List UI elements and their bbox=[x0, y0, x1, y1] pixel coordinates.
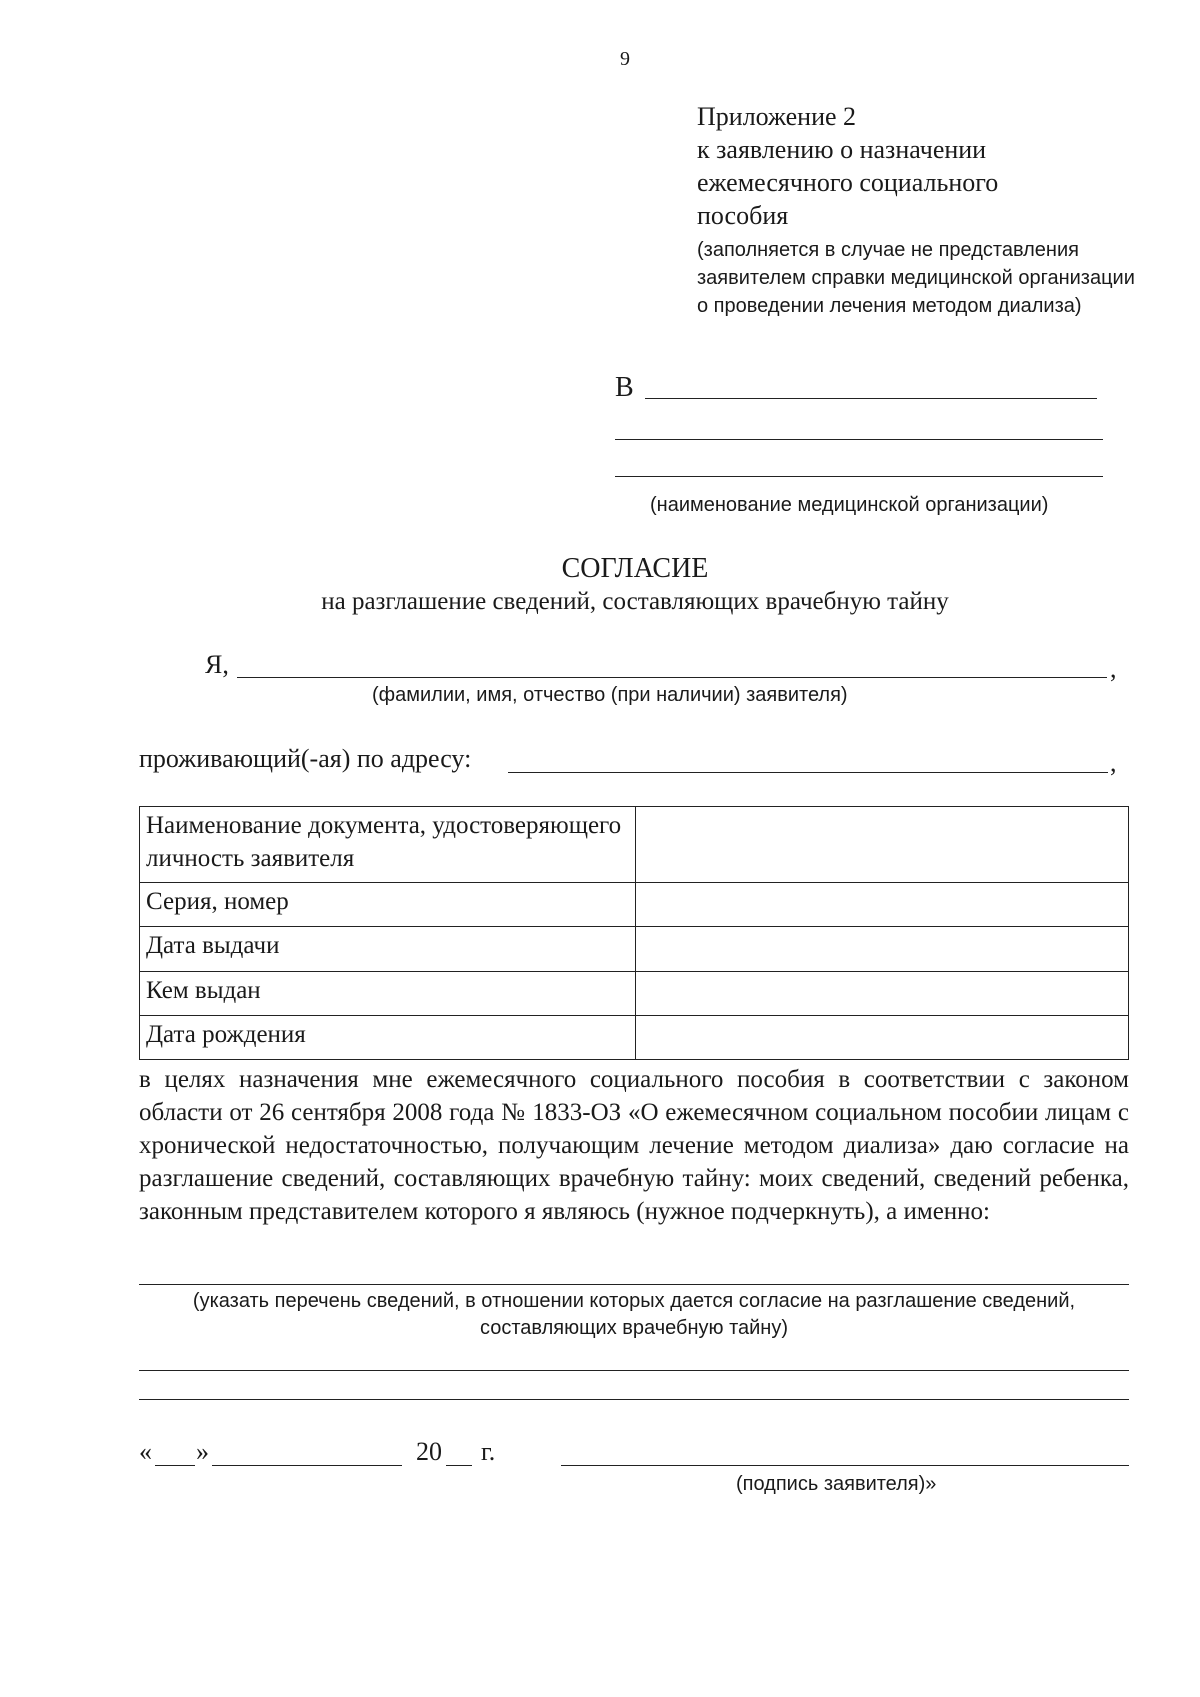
consent-text: в целях назначения мне ежемесячного социального пособия в соответствии с законом области от 26 сентября 2008 года № 1833-ОЗ «О ежемесячном социальном пособии лицам с хронической недостаточностью, получающим лечение методом диализа» даю согласие на разглашение сведений, составляющих врачебную тайну: моих сведений, сведений ребенка, законным представителем которого я являюсь (нужное подчеркнуть), а именно: bbox=[139, 1066, 1129, 1225]
table-row bbox=[140, 972, 1129, 1016]
appendix-title: Приложение 2 bbox=[697, 102, 857, 131]
date-year-field[interactable] bbox=[446, 1465, 472, 1466]
signature-field[interactable] bbox=[561, 1465, 1129, 1466]
date-day-field[interactable] bbox=[155, 1465, 195, 1466]
table-cell-value[interactable] bbox=[636, 1016, 1129, 1060]
appendix-line-1: к заявлению о назначении bbox=[697, 135, 987, 164]
recipient-caption: (наименование медицинской организации) bbox=[650, 494, 1049, 516]
info-caption: (указать перечень сведений, в отношении которых дается согласие на разглашение сведений, составляющих врачебную тайну) bbox=[192, 1290, 1076, 1339]
identity-document-table bbox=[139, 806, 1129, 1060]
table-cell-value[interactable] bbox=[636, 807, 1129, 883]
address-comma: , bbox=[1110, 748, 1117, 777]
page-number: 9 bbox=[620, 48, 630, 70]
date-close-quote: » bbox=[196, 1437, 209, 1466]
table-cell-label: Дата рождения bbox=[140, 1016, 636, 1060]
table-cell-label: Наименование документа, удостоверяющего личность заявителя bbox=[140, 807, 636, 883]
appendix-block bbox=[697, 100, 1137, 320]
table-cell-label: Серия, номер bbox=[140, 883, 636, 927]
recipient-field-2[interactable] bbox=[615, 439, 1103, 440]
date-year-suffix: г. bbox=[481, 1437, 496, 1466]
appendix-note: (заполняется в случае не представления заявителем справки медицинской организации о проведении лечения методом диализа) bbox=[697, 239, 1135, 317]
table-row bbox=[140, 927, 1129, 972]
table-cell-label: Кем выдан bbox=[140, 972, 636, 1016]
table-cell-value[interactable] bbox=[636, 927, 1129, 972]
info-field-3[interactable] bbox=[139, 1399, 1129, 1400]
address-field[interactable] bbox=[508, 772, 1108, 773]
date-month-field[interactable] bbox=[212, 1465, 402, 1466]
recipient-field-1[interactable] bbox=[645, 398, 1097, 399]
table-row bbox=[140, 1016, 1129, 1060]
applicant-comma: , bbox=[1110, 654, 1117, 683]
table-row bbox=[140, 807, 1129, 883]
signature-caption: (подпись заявителя)» bbox=[736, 1473, 937, 1495]
info-field-2[interactable] bbox=[139, 1370, 1129, 1371]
applicant-prefix: Я, bbox=[205, 650, 229, 679]
date-year-prefix: 20 bbox=[416, 1437, 442, 1466]
table-cell-value[interactable] bbox=[636, 972, 1129, 1016]
document-subtitle: на разглашение сведений, составляющих врачебную тайну bbox=[321, 588, 949, 615]
document-title: СОГЛАСИЕ bbox=[561, 553, 709, 584]
appendix-line-2: ежемесячного социального bbox=[697, 168, 999, 197]
table-cell-value[interactable] bbox=[636, 883, 1129, 927]
table-cell-label: Дата выдачи bbox=[140, 927, 636, 972]
recipient-prefix: В bbox=[615, 372, 634, 403]
applicant-name-field[interactable] bbox=[237, 677, 1107, 678]
info-field-1[interactable] bbox=[139, 1284, 1129, 1285]
table-row bbox=[140, 883, 1129, 927]
appendix-line-3: пособия bbox=[697, 201, 789, 230]
address-label: проживающий(-ая) по адресу: bbox=[139, 744, 472, 773]
applicant-caption: (фамилии, имя, отчество (при наличии) заявителя) bbox=[372, 684, 848, 706]
recipient-field-3[interactable] bbox=[615, 476, 1103, 477]
date-open-quote: « bbox=[139, 1437, 152, 1466]
